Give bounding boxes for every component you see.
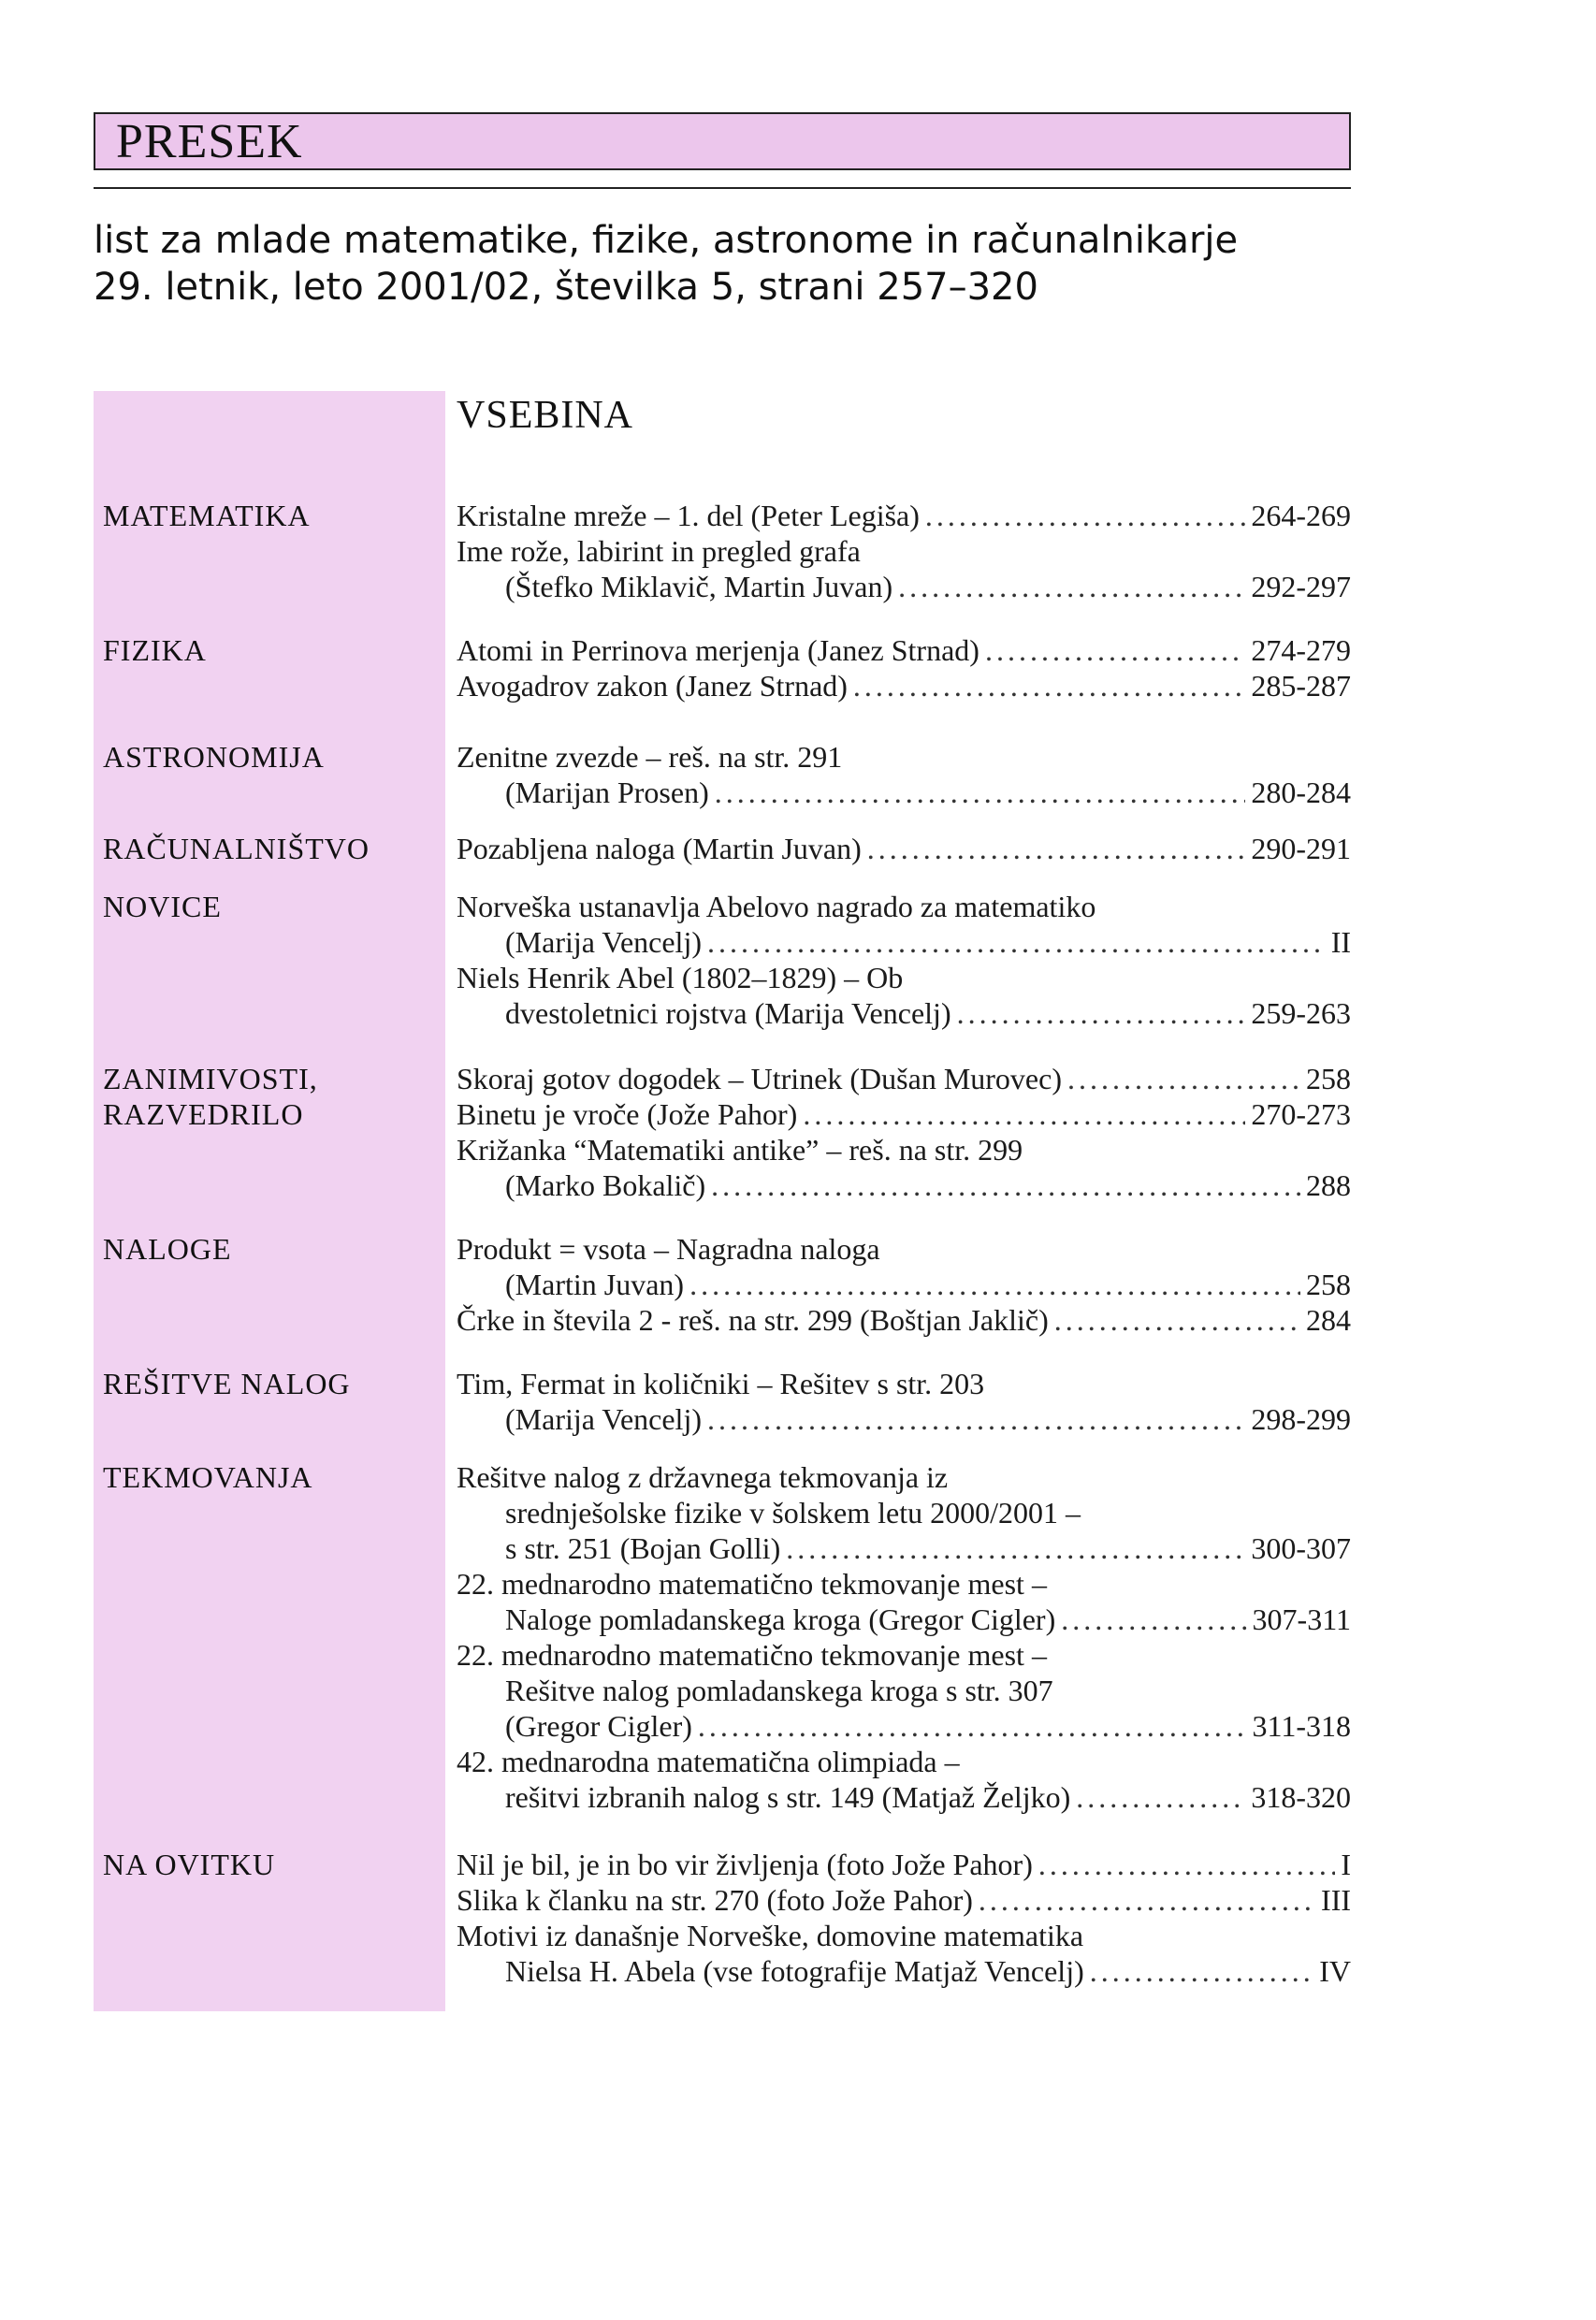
toc-entry [457,889,1351,960]
entry-pages: 274-279 [1251,633,1351,667]
section-category [103,1459,440,1495]
entry-title-continued: Nielsa H. Abela (vse fotografije Matjaž Vencelj) [505,1954,1084,1988]
entry-pages: 300-307 [1251,1531,1351,1565]
entry-title: Zenitne zvezde – reš. na str. 291 [457,740,843,774]
entry-title: Produkt = vsota – Nagradna naloga [457,1232,880,1266]
category-label: TEKMOVANJA [103,1460,313,1494]
dot-leader [957,995,1246,1031]
dot-leader [1054,1302,1300,1338]
entry-pages: 307-311 [1252,1602,1351,1636]
section-entries [457,889,1351,1031]
entry-line [457,889,1351,924]
entry-pages: 270-273 [1251,1097,1351,1131]
dot-leader [803,1096,1245,1132]
toc-entry [457,1096,1351,1132]
entry-line [457,1673,1351,1708]
entry-title-continued: (Martin Juvan) [505,1268,685,1301]
entry-line [457,1495,1351,1530]
section-category [103,831,440,866]
entry-line [457,831,1351,866]
category-label: ASTRONOMIJA [103,740,325,774]
category-label: RAČUNALNIŠTVO [103,832,370,865]
section-category [103,632,440,668]
contents-heading: VSEBINA [457,394,634,437]
journal-title: PRESEK [116,115,303,168]
category-label: ZANIMIVOSTI, [103,1062,318,1095]
category-label: MATEMATIKA [103,499,311,532]
entry-line [457,775,1351,810]
entry-title: Kristalne mreže – 1. del (Peter Legiša) [457,499,920,532]
entry-line [457,739,1351,775]
entry-pages: I [1341,1848,1351,1881]
entry-pages: II [1330,925,1351,959]
toc-entry [457,1302,1351,1338]
entry-title: Slika k članku na str. 270 (foto Jože Pahor) [457,1883,973,1917]
category-label: FIZIKA [103,633,207,667]
entry-title-continued: dvestoletnici rojstva (Marija Vencelj) [505,996,951,1030]
toc-entry [457,1132,1351,1203]
entry-line [457,1847,1351,1882]
masthead-band [94,112,1351,170]
entry-line [457,1459,1351,1495]
entry-title-continued: rešitvi izbranih nalog s str. 149 (Matjaž Željko) [505,1780,1071,1814]
section-category [103,1366,440,1401]
entry-pages: 259-263 [1251,996,1351,1030]
entry-pages: 288 [1306,1168,1351,1202]
entry-title-continued: (Marija Vencelj) [505,925,702,959]
section-category [103,889,440,924]
entry-pages: 311-318 [1252,1709,1351,1743]
entry-line [457,1602,1351,1637]
entry-title-continued: Naloge pomladanskega kroga (Gregor Cigler) [505,1602,1056,1636]
entry-title: 42. mednarodna matematična olimpiada – [457,1745,960,1778]
entry-pages: 298-299 [1251,1402,1351,1436]
section-entries [457,1231,1351,1338]
entry-line [457,1708,1351,1744]
section-entries [457,1366,1351,1437]
toc-entry [457,831,1351,866]
entry-line [457,1744,1351,1779]
entry-line [457,1401,1351,1437]
dot-leader [1090,1953,1314,1989]
entry-line [457,1096,1351,1132]
dot-leader [715,775,1246,810]
entry-title: Motivi iz današnje Norveške, domovine matematika [457,1919,1084,1952]
dot-leader [711,1167,1300,1203]
entry-line [457,1132,1351,1167]
dot-leader [707,924,1326,960]
entry-line [457,1167,1351,1203]
entry-line [457,1366,1351,1401]
entry-title-continued: s str. 251 (Bojan Golli) [505,1531,781,1565]
section-entries [457,739,1351,810]
dot-leader [1076,1779,1245,1815]
dot-leader [925,498,1245,533]
entry-title-continued: (Marija Vencelj) [505,1402,702,1436]
entry-title-continued: (Marijan Prosen) [505,776,709,809]
entry-title: Črke in števila 2 - reš. na str. 299 (Boštjan Jaklič) [457,1303,1049,1337]
entry-title: Binetu je vroče (Jože Pahor) [457,1097,798,1131]
category-label: NA OVITKU [103,1848,276,1881]
toc-entry [457,1847,1351,1882]
toc-entry [457,1637,1351,1744]
entry-line [457,1953,1351,1989]
category-label: NALOGE [103,1232,232,1266]
section-entries [457,498,1351,604]
toc-entry [457,1918,1351,1989]
dot-leader [853,668,1245,703]
entry-title: Nil je bil, je in bo vir življenja (foto Jože Pahor) [457,1848,1033,1881]
entry-line [457,1779,1351,1815]
dot-leader [707,1401,1245,1437]
journal-subtitle [94,217,1403,311]
entry-title: Pozabljena naloga (Martin Juvan) [457,832,862,865]
dot-leader [1067,1061,1300,1096]
entry-pages: 280-284 [1251,776,1351,809]
entry-title: Skoraj gotov dogodek – Utrinek (Dušan Murovec) [457,1062,1062,1095]
dot-leader [786,1530,1245,1566]
entry-line [457,924,1351,960]
toc-entry [457,1061,1351,1096]
subtitle-line-2: 29. letnik, leto 2001/02, številka 5, strani 257–320 [94,266,1038,309]
entry-line [457,533,1351,569]
section-category [103,1847,440,1882]
entry-pages: III [1321,1883,1351,1917]
category-label: RAZVEDRILO [103,1097,304,1131]
entry-line [457,1566,1351,1602]
entry-title: Tim, Fermat in količniki – Rešitev s str. 203 [457,1367,985,1400]
entry-pages: IV [1319,1954,1351,1988]
entry-line [457,1061,1351,1096]
entry-line [457,632,1351,668]
toc-entry [457,1882,1351,1918]
entry-pages: 258 [1306,1268,1351,1301]
entry-line [457,569,1351,604]
entry-pages: 264-269 [1251,499,1351,532]
entry-line [457,1882,1351,1918]
section-category [103,498,440,533]
section-category [103,1061,440,1132]
entry-title: 22. mednarodno matematično tekmovanje mest – [457,1567,1047,1601]
section-entries [457,632,1351,703]
toc-entry [457,1744,1351,1815]
toc-entry [457,1459,1351,1566]
section-entries [457,1459,1351,1815]
toc-entry [457,632,1351,668]
dot-leader [979,1882,1315,1918]
entry-title-continued: (Marko Bokalič) [505,1168,706,1202]
entry-title: Križanka “Matematiki antike” – reš. na str. 299 [457,1133,1023,1167]
section-category [103,739,440,775]
dot-leader [867,831,1246,866]
dot-leader [1038,1847,1336,1882]
toc-entry [457,1566,1351,1637]
entry-line [457,1530,1351,1566]
masthead-rule [94,187,1351,189]
entry-line [457,1267,1351,1302]
entry-title-continued: (Gregor Cigler) [505,1709,692,1743]
category-label: NOVICE [103,890,222,923]
entry-pages: 285-287 [1251,669,1351,703]
entry-line [457,1918,1351,1953]
dot-leader [698,1708,1247,1744]
entry-line [457,498,1351,533]
entry-pages: 284 [1306,1303,1351,1337]
entry-title-continued: Rešitve nalog pomladanskega kroga s str. 307 [505,1674,1053,1707]
entry-line [457,668,1351,703]
dot-leader [985,632,1245,668]
section-category [103,1231,440,1267]
toc-entry [457,1366,1351,1437]
entry-title: Ime rože, labirint in pregled grafa [457,534,861,568]
toc-entry [457,498,1351,533]
toc-entry [457,960,1351,1031]
entry-title: Atomi in Perrinova merjenja (Janez Strnad) [457,633,979,667]
entry-title: Norveška ustanavlja Abelovo nagrado za matematiko [457,890,1096,923]
category-label: REŠITVE NALOG [103,1367,351,1400]
entry-title: Rešitve nalog z državnega tekmovanja iz [457,1460,949,1494]
entry-line [457,960,1351,995]
toc-entry [457,739,1351,810]
dot-leader [689,1267,1300,1302]
dot-leader [1061,1602,1246,1637]
entry-line [457,995,1351,1031]
entry-pages: 292-297 [1251,570,1351,603]
entry-line [457,1637,1351,1673]
entry-title-continued: srednješolske fizike v šolskem letu 2000/2001 – [505,1496,1081,1530]
section-entries [457,1847,1351,1989]
section-entries [457,831,1351,866]
dot-leader [898,569,1245,604]
entry-title-continued: (Štefko Miklavič, Martin Juvan) [505,570,893,603]
entry-line [457,1231,1351,1267]
section-entries [457,1061,1351,1203]
entry-line [457,1302,1351,1338]
entry-pages: 258 [1306,1062,1351,1095]
toc-entry [457,533,1351,604]
toc-entry [457,668,1351,703]
entry-title: Avogadrov zakon (Janez Strnad) [457,669,848,703]
entry-title: 22. mednarodno matematično tekmovanje mest – [457,1638,1047,1672]
toc-entry [457,1231,1351,1302]
subtitle-line-1: list za mlade matematike, fizike, astronome in računalnikarje [94,219,1239,262]
entry-pages: 290-291 [1251,832,1351,865]
entry-pages: 318-320 [1251,1780,1351,1814]
entry-title: Niels Henrik Abel (1802–1829) – Ob [457,961,904,994]
